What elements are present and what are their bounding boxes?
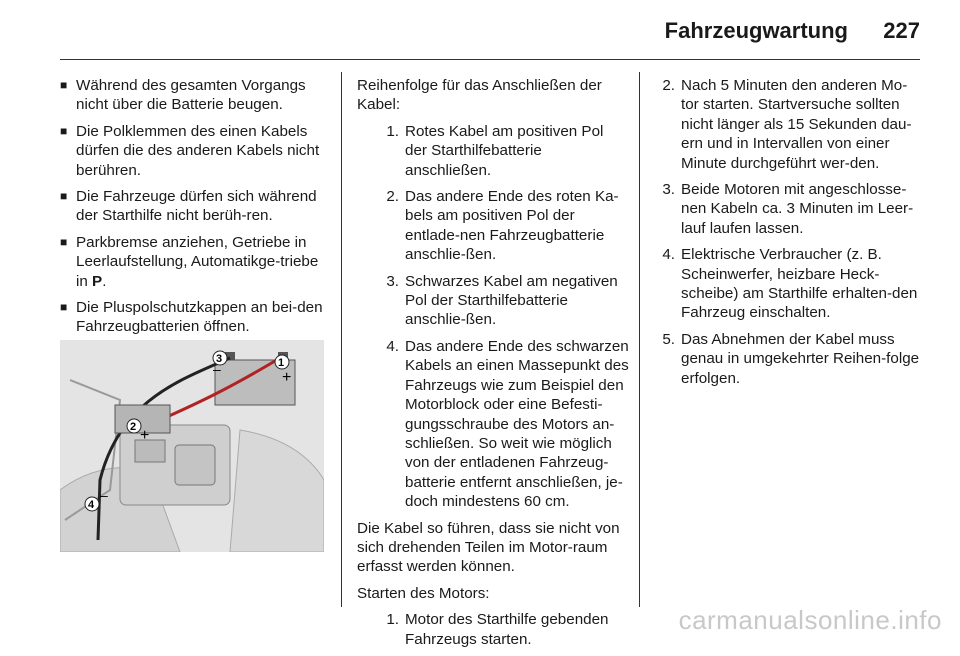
engine-bay-drawing xyxy=(60,340,324,552)
svg-text:2: 2 xyxy=(130,421,137,433)
gear-position-p: P xyxy=(92,272,103,290)
svg-text:3: 3 xyxy=(216,353,223,365)
list-item: 1. Rotes Kabel am positiven Pol der Starthilfebatterie anschließen. xyxy=(386,122,604,179)
svg-text:+: + xyxy=(140,427,150,444)
start-heading: Starten des Motors: xyxy=(357,584,490,602)
bullet-square-icon: ■ xyxy=(60,123,68,138)
list-item: ■ Während des gesamten Vorgangs nicht über die Batterie beugen. xyxy=(60,77,306,114)
header-rule xyxy=(60,59,920,60)
bullet-square-icon: ■ xyxy=(60,78,68,92)
svg-text:1: 1 xyxy=(278,357,285,369)
column-1 xyxy=(60,76,328,344)
list-item: 3. Schwarzes Kabel am negativen Pol der Starthilfebatterie anschlie-ßen. xyxy=(386,272,618,329)
svg-text:+: + xyxy=(282,369,292,386)
bullet-square-icon: ■ xyxy=(60,189,68,204)
list-item: 4. Elektrische Verbraucher (z. B. Scheinwerfer, heizbare Heck-scheibe) am Starthilfe erhalten-den Fahrzeug einschalten. xyxy=(662,246,918,322)
bullet-square-icon: ■ xyxy=(60,300,68,315)
svg-text:4: 4 xyxy=(88,499,95,511)
connect-order-intro: Reihenfolge für das Anschließen der Kabel: xyxy=(357,77,602,114)
svg-text:–: – xyxy=(213,361,221,377)
page-header xyxy=(0,0,960,60)
list-item: ■ Die Pluspolschutzkappen an bei-den Fahrzeugbatterien öffnen. xyxy=(60,299,323,336)
column-divider-2 xyxy=(639,72,640,607)
list-item: 2. Nach 5 Minuten den anderen Mo-tor starten. Startversuche sollten nicht länger als 15 Sekunden dau-ern und in Intervallen von einer Minute durchgeführt wer-den. xyxy=(662,77,912,172)
column-divider-1 xyxy=(341,72,342,607)
bullet-square-icon: ■ xyxy=(60,234,68,249)
list-item: 5. Das Abnehmen der Kabel muss genau in umgekehrter Reihen-folge erfolgen. xyxy=(662,330,920,387)
list-item: 2. Das andere Ende des roten Ka-bels am positiven Pol der entlade-nen Fahrzeugbatterie anschlie-ßen. xyxy=(386,188,619,264)
connect-steps xyxy=(357,122,629,512)
column-2 xyxy=(357,76,629,656)
list-item: 4. Das andere Ende des schwarzen Kabels an einen Massepunkt des Fahrzeugs wie zum Beispiel den Motorblock oder eine Befesti-gungsschraube des Motors an-schließen. So weit wie möglich von der entladenen Fahrzeug-batterie entfernt anschließen, je-doch mindestens 60 cm. xyxy=(386,337,629,511)
list-item: 3. Beide Motoren mit angeschlosse-nen Kabeln ca. 3 Minuten im Leer-lauf laufen lassen. xyxy=(662,181,914,237)
page-title: Fahrzeugwartung xyxy=(664,18,848,43)
list-item: ■ Die Polklemmen des einen Kabels dürfen die des anderen Kabels nicht berühren. xyxy=(60,122,320,179)
svg-text:–: – xyxy=(100,487,108,503)
column-3 xyxy=(655,76,923,395)
jump-start-illustration xyxy=(60,340,324,552)
page-number: 227 xyxy=(883,18,920,43)
cable-routing-note: Die Kabel so führen, dass sie nicht von sich drehenden Teilen im Motor-raum erfasst werden können. xyxy=(357,519,620,576)
watermark: carmanualsonline.info xyxy=(678,605,942,635)
list-item: ■ Parkbremse anziehen, Getriebe in Leerlaufstellung, Automatikge-triebe in P. xyxy=(60,233,319,290)
list-item: ■ Die Fahrzeuge dürfen sich während der Starthilfe nicht berüh-ren. xyxy=(60,188,317,225)
list-item: 1. Motor des Starthilfe gebenden Fahrzeugs starten. xyxy=(386,611,609,648)
